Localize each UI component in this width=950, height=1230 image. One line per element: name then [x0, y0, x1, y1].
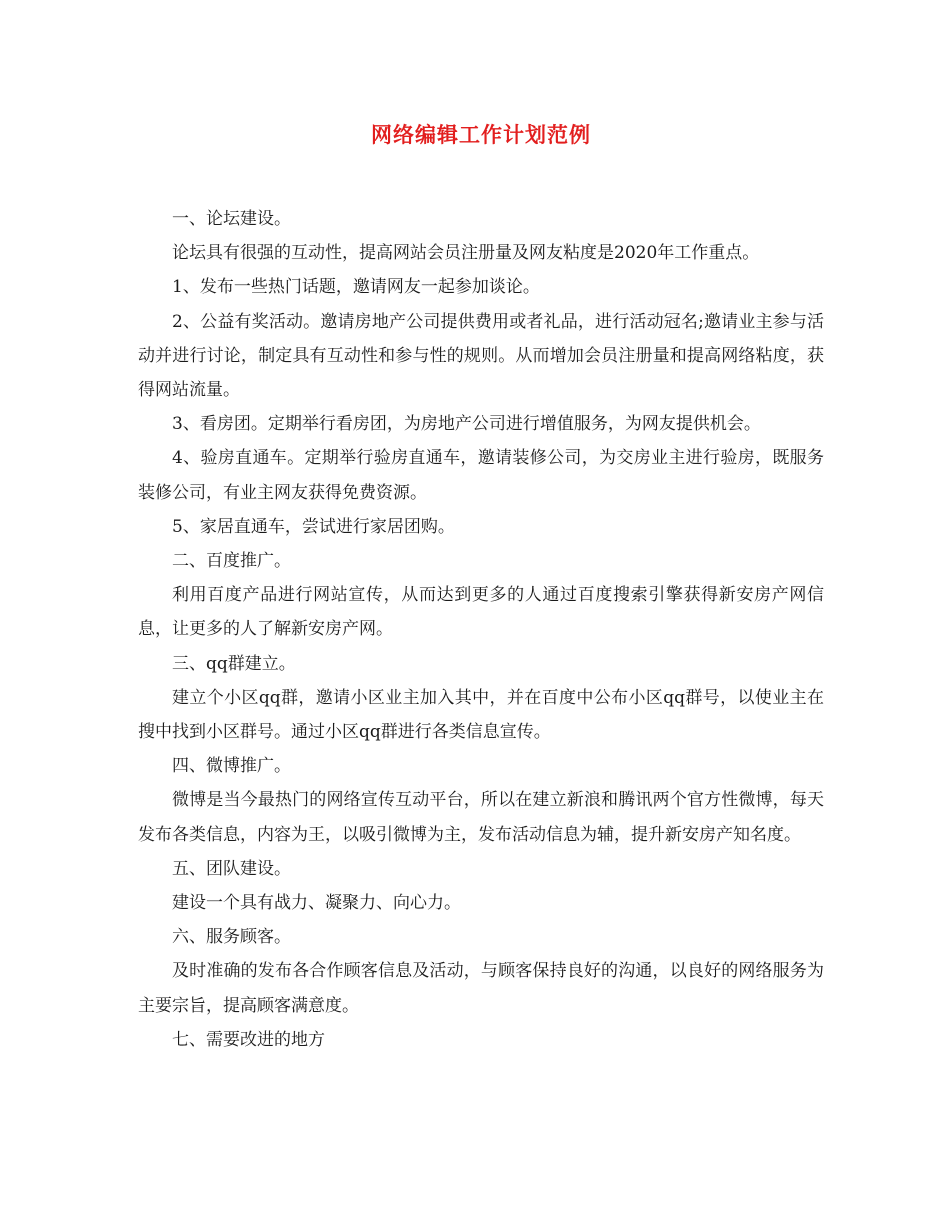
paragraph: 七、需要改进的地方	[172, 1029, 325, 1050]
paragraph: 1、发布一些热门话题，邀请网友一起参加谈论。	[172, 277, 540, 298]
paragraph: 五、团队建设。	[172, 858, 291, 879]
document-title: 网络编辑工作计划范例	[371, 122, 591, 147]
paragraph: 利用百度产品进行网站宣传，从而达到更多的人通过百度搜索引擎获得新安房产网信息，让更多的人了解新安房产网。	[138, 585, 824, 640]
paragraph: 建立个小区qq群，邀请小区业主加入其中，并在百度中公布小区qq群号，以使业主在搜中找到小区群号。通过小区qq群进行各类信息宣传。	[138, 687, 824, 743]
paragraph: 2、公益有奖活动。邀请房地产公司提供费用或者礼品，进行活动冠名;邀请业主参与活动并进行讨论，制定具有互动性和参与性的规则。从而增加会员注册量和提高网络粘度，获得网站流量。	[138, 311, 824, 401]
paragraph: 论坛具有很强的互动性，提高网站会员注册量及网友粘度是2020年工作重点。	[172, 243, 760, 264]
paragraph: 二、百度推广。	[172, 551, 291, 572]
paragraph: 六、服务顾客。	[172, 927, 291, 948]
paragraph: 及时准确的发布各合作顾客信息及活动，与顾客保持良好的沟通，以良好的网络服务为主要宗旨，提高顾客满意度。	[138, 961, 824, 1016]
paragraph: 3、看房团。定期举行看房团，为房地产公司进行增值服务，为网友提供机会。	[172, 414, 761, 435]
document-body	[138, 202, 824, 1057]
paragraph: 三、qq群建立。	[172, 653, 296, 674]
paragraph: 微博是当今最热门的网络宣传互动平台，所以在建立新浪和腾讯两个官方性微博，每天发布各类信息，内容为王，以吸引微博为主，发布活动信息为辅，提升新安房产知名度。	[138, 790, 824, 845]
paragraph: 5、家居直通车，尝试进行家居团购。	[172, 516, 455, 537]
paragraph: 4、验房直通车。定期举行验房直通车，邀请装修公司，为交房业主进行验房，既服务装修公司，有业主网友获得免费资源。	[138, 448, 824, 503]
paragraph: 建设一个具有战力、凝聚力、向心力。	[172, 893, 461, 914]
paragraph: 四、微博推广。	[172, 756, 291, 777]
paragraph: 一、论坛建设。	[172, 209, 291, 229]
